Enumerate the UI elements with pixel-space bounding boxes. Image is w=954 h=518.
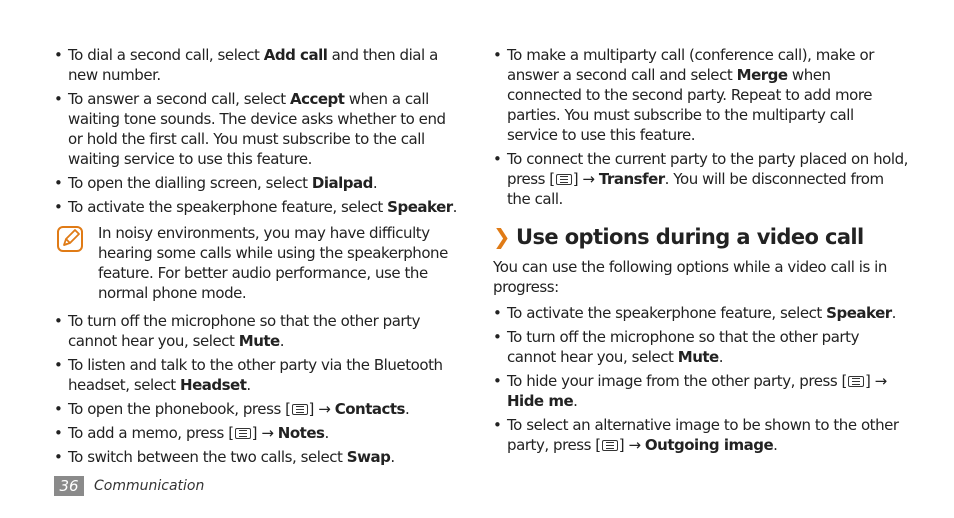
list-item (493, 371, 908, 411)
item-text: To switch between the two calls, select (68, 448, 347, 466)
menu-key-icon (556, 174, 572, 185)
list-item (54, 45, 459, 85)
item-option-label: Speaker (826, 304, 892, 322)
page-number: 36 (54, 476, 84, 496)
list-item (54, 311, 459, 351)
menu-key-icon (292, 404, 308, 415)
item-text: To hide your image from the other party, press [ (507, 372, 847, 390)
list-item (493, 45, 908, 145)
item-option-label: Mute (677, 348, 719, 366)
item-option-label: Dialpad (311, 174, 373, 192)
list-item (54, 399, 459, 419)
item-text: To open the phonebook, press [ (68, 400, 291, 418)
item-text: To add a memo, press [ (68, 424, 234, 442)
item-text-tail: . You will be disconnected from the call. (507, 170, 884, 208)
item-text-tail: and then dial a new number. (68, 46, 438, 84)
list-item (493, 303, 908, 323)
item-text: To connect the current party to the party placed on hold, press [ (507, 150, 909, 188)
left-bullets-b (54, 311, 459, 467)
right-bullets-a (493, 45, 908, 209)
item-arrow-text: ] → (308, 400, 335, 418)
right-column (493, 45, 908, 459)
list-item (493, 149, 908, 209)
item-text-tail: . (891, 304, 896, 322)
note-pencil-icon (56, 225, 84, 253)
list-item (54, 89, 459, 169)
item-text-tail: when connected to the second party. Repeat to add more parties. You must subscribe to the multiparty call service to use this feature. (507, 66, 873, 144)
item-text: To dial a second call, select (68, 46, 264, 64)
item-text-tail: . (718, 348, 724, 366)
item-text: To activate the speakerphone feature, select (68, 198, 388, 216)
item-text: To activate the speakerphone feature, select (507, 304, 827, 322)
note-box (54, 223, 459, 303)
list-item (54, 447, 459, 467)
item-text-tail: . (324, 424, 329, 442)
list-item (54, 423, 459, 443)
list-item (54, 173, 459, 193)
item-arrow-text: ] → (618, 436, 645, 454)
item-text-tail: . (390, 448, 395, 466)
menu-key-icon (235, 428, 251, 439)
section-title-text: Use options during a video call (516, 225, 864, 249)
item-text-tail: . (573, 392, 578, 410)
item-text-tail: . (279, 332, 285, 350)
item-text-tail: . (773, 436, 778, 454)
left-bullets-a (54, 45, 459, 217)
note-text: In noisy environments, you may have difficulty hearing some calls while using the speakerphone feature. For better audio performance, use the normal phone mode. (98, 224, 448, 302)
item-option-label: Swap (346, 448, 391, 466)
item-text-tail: . (246, 376, 251, 394)
right-bullets-b (493, 303, 908, 455)
item-option-label: Speaker (387, 198, 453, 216)
chapter-name: Communication (94, 478, 205, 494)
item-option-label: Headset (180, 376, 247, 394)
menu-key-icon (602, 440, 618, 451)
item-arrow-text: ] → (864, 372, 887, 390)
item-arrow-text: ] → (251, 424, 278, 442)
item-option-label: Outgoing image (644, 436, 774, 454)
left-column (54, 45, 459, 471)
item-text: To listen and talk to the other party via the Bluetooth headset, select (68, 356, 443, 394)
list-item (54, 197, 459, 217)
item-option-label: Add call (263, 46, 328, 64)
item-option-label: Mute (238, 332, 280, 350)
item-text-tail: . (452, 198, 457, 216)
item-option-label: Transfer (598, 170, 665, 188)
item-text-tail: . (372, 174, 378, 192)
page-footer (54, 476, 204, 496)
item-arrow-text: ] → (572, 170, 599, 188)
menu-key-icon (848, 376, 864, 387)
chevron-right-icon: ❯ (493, 225, 510, 249)
list-item (493, 327, 908, 367)
item-option-label: Merge (736, 66, 788, 84)
item-text: To open the dialling screen, select (68, 174, 312, 192)
item-text: To answer a second call, select (68, 90, 290, 108)
item-option-label: Accept (289, 90, 345, 108)
item-text-tail: when a call waiting tone sounds. The device asks whether to end or hold the first call. You must subscribe to the call waiting service to use this feature. (68, 90, 446, 168)
item-option-label: Contacts (334, 400, 405, 418)
item-text: To select an alternative image to be shown to the other party, press [ (507, 416, 899, 454)
section-heading (493, 223, 908, 251)
item-text: To make a multiparty call (conference call), make or answer a second call and select (507, 46, 874, 84)
list-item (493, 415, 908, 455)
list-item (54, 355, 459, 395)
section-intro: You can use the following options while a video call is in progress: (493, 258, 887, 296)
item-option-label: Notes (277, 424, 325, 442)
item-text-tail: . (404, 400, 410, 418)
item-text: To turn off the microphone so that the other party cannot hear you, select (68, 312, 421, 350)
item-option-label: Hide me (507, 392, 574, 410)
item-text: To turn off the microphone so that the other party cannot hear you, select (507, 328, 860, 366)
